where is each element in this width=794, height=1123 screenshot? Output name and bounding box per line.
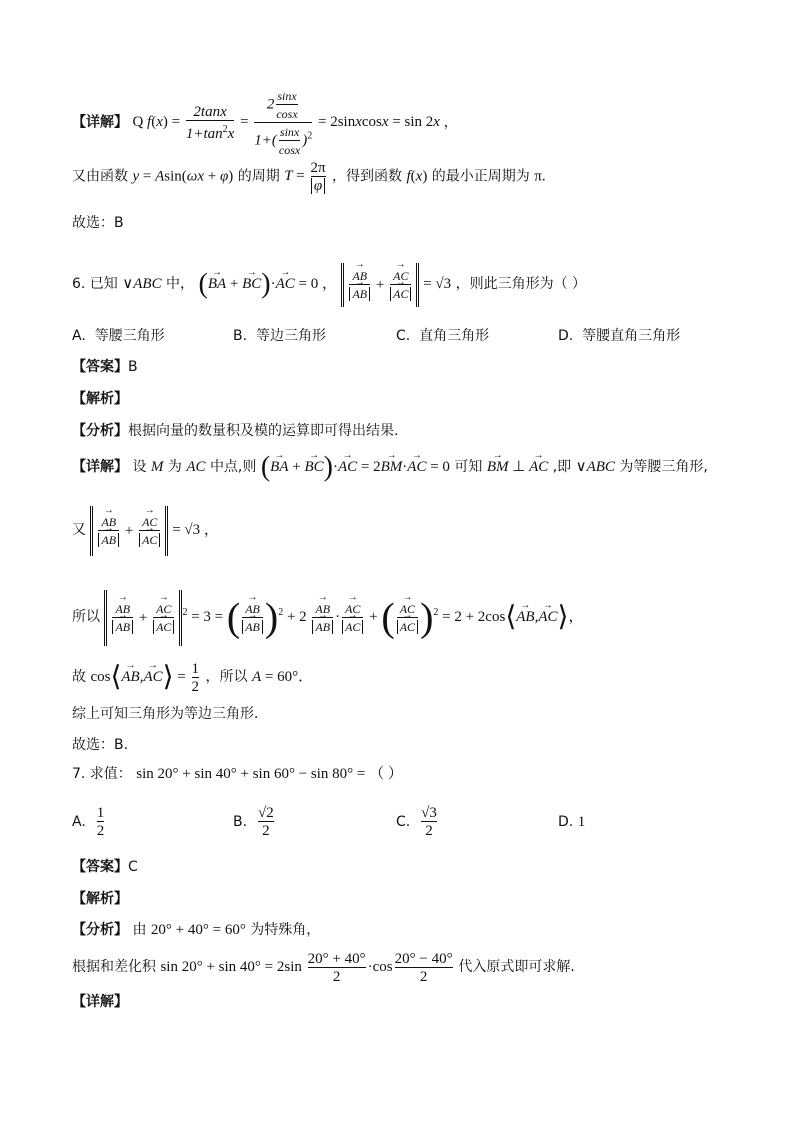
q6-option-b: B. 等边三角形 [233,328,326,344]
q6-choice: 故选：B. [72,737,129,753]
q7-option-b: B. $\frac{√2}{2}$ [233,805,274,839]
q6-so-line: 所以 → AB → AB + → AC → AC $^2$ = 3 = ( → AB → AB )$^2$ + 2 → AB → AB · → AC → AC + ( → AC → AC )$^2$ = 2 + 2cos⟨→ AB,→ AC⟩， [72,585,583,641]
q6-analysis-label: 【解析】 [72,391,128,407]
q5-choice: 故选：B [72,215,124,231]
q6-also-line: 又 → AB → AB + → AC → AC = √3 ， [72,505,219,555]
q6-option-c: C. 直角三角形 [396,328,490,344]
q6-hence-line: 故 cos⟨→ AB,→ AC⟩ = $\frac{1}{2}$ ，所以 A = 60°． [72,660,313,694]
q6-stem: 6. 已知 ∨ABC 中， (→ BA + → BC)·→ AC = 0 ， → AB → AB + → AC → AC = √3 ，则此三角形为（ ） [72,262,586,306]
detail-label: 【详解】 [72,114,128,131]
q6-conclusion: 综上可知三角形为等边三角形． [72,706,268,722]
q7-option-c: C. $\frac{√3}{2}$ [396,805,437,839]
q7-detail-label: 【详解】 [72,994,128,1010]
math-expression: Q f(x) = $\frac{2\tan x}{1+\tan^2x}$ = 2 $\frac{\sin x}{\cos x}$ 1+( $\frac{\sin x}{\cos x}$ )$^2$ = 2sinxcosx = sin 2x [132,89,444,157]
q6-answer: 【答案】B [72,359,138,375]
q6-fenxi: 【分析】根据向量的数量积及模的运算即可得出结果. [72,423,399,439]
q7-option-d: D. 1 [558,814,586,830]
q5-detail-line: 【详解】 Q f(x) = $\frac{2\tan x}{1+\tan^2x}$ = 2 $\frac{\sin x}{\cos x}$ 1+( $\frac{\sin x}{\cos x}$ )$^2$ = 2sinxcosx = sin 2x ， [72,89,458,157]
q6-option-d: D. 等腰直角三角形 [558,328,681,344]
q7-answer: 【答案】C [72,859,138,875]
q7-analysis-label: 【解析】 [72,891,128,907]
q6-option-a: A. 等腰三角形 [72,328,165,344]
q5-period-line: 又由函数 y = Asin(ωx + φ) 的周期 T = $\frac{2\pi}{\varphi}$ ，得到函数 f(x) 的最小正周期为 π. [72,160,546,194]
q7-stem: 7. 求值： sin 20° + sin 40° + sin 60° − sin 80° = （ ） [72,766,403,782]
q7-method-line: 根据和差化积 sin 20° + sin 40° = 2sin $\frac{20^\circ + 40^\circ}{2}$ ·cos $\frac{20^\circ - 40^\circ}{2}$ 代入原式即可求解． [72,950,585,985]
q7-fenxi: 【分析】 由 20° + 40° = 60° 为特殊角， [72,922,321,938]
q6-detail-line-1: 【详解】 设 M 为 AC 中点,则 (→ BA + → BC)·→ AC = 2→ BM·→ AC = 0 可知 → BM ⊥ → AC ,即 ∨ABC 为等腰三角形, [72,452,708,482]
q7-option-a: A. $\frac{1}{2}$ [72,805,105,839]
